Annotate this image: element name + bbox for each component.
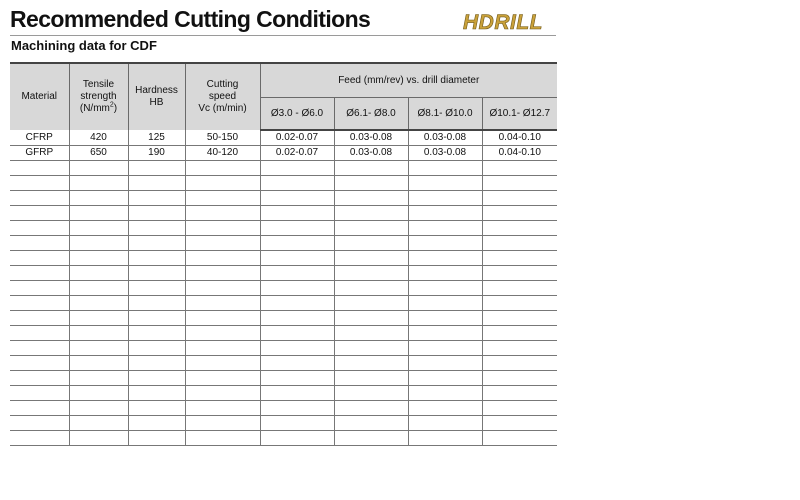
table-row: [10, 146, 557, 161]
header-tensile-strength: Tensile strength $(N/mm^2)$: [69, 63, 128, 130]
material-cell: GFRP: [10, 146, 69, 161]
empty-cell: [482, 206, 557, 221]
empty-cell: [128, 356, 185, 371]
feed-cell: 0.03-0.08: [334, 146, 408, 161]
empty-cell: [185, 281, 260, 296]
empty-cell: [260, 296, 334, 311]
empty-cell: [10, 341, 69, 356]
empty-cell: [408, 341, 482, 356]
empty-cell: [69, 386, 128, 401]
empty-cell: [334, 221, 408, 236]
empty-cell: [128, 416, 185, 431]
empty-table-row: [10, 236, 557, 251]
empty-cell: [185, 236, 260, 251]
empty-cell: [185, 326, 260, 341]
empty-cell: [10, 416, 69, 431]
hdrill-logo: [462, 9, 558, 33]
empty-cell: [334, 236, 408, 251]
empty-cell: [128, 281, 185, 296]
empty-cell: [408, 191, 482, 206]
empty-cell: [334, 341, 408, 356]
empty-cell: [482, 431, 557, 446]
empty-cell: [408, 326, 482, 341]
empty-cell: [185, 401, 260, 416]
feed-cell: 0.04-0.10: [482, 146, 557, 161]
empty-cell: [128, 266, 185, 281]
empty-cell: [185, 416, 260, 431]
empty-cell: [185, 431, 260, 446]
empty-cell: [128, 296, 185, 311]
tensile-cell: 650: [69, 146, 128, 161]
material-cell: CFRP: [10, 130, 69, 146]
empty-cell: [334, 416, 408, 431]
header-feed-diameter: Ø8.1- Ø10.0: [408, 98, 482, 131]
empty-cell: [69, 266, 128, 281]
empty-cell: [69, 371, 128, 386]
empty-cell: [260, 371, 334, 386]
header-feed-diameter: Ø6.1- Ø8.0: [334, 98, 408, 131]
empty-cell: [334, 311, 408, 326]
empty-cell: [408, 296, 482, 311]
empty-table-row: [10, 176, 557, 191]
hdrill-logo-text: HDRILL: [463, 11, 543, 33]
section-subtitle: Machining data for CDF: [11, 38, 157, 53]
empty-cell: [69, 236, 128, 251]
empty-cell: [408, 356, 482, 371]
empty-cell: [334, 356, 408, 371]
empty-cell: [260, 341, 334, 356]
empty-cell: [185, 191, 260, 206]
empty-cell: [408, 311, 482, 326]
empty-cell: [128, 401, 185, 416]
empty-cell: [260, 221, 334, 236]
empty-cell: [260, 281, 334, 296]
empty-table-row: [10, 206, 557, 221]
empty-table-row: [10, 386, 557, 401]
empty-cell: [69, 341, 128, 356]
empty-cell: [128, 341, 185, 356]
empty-table-row: [10, 161, 557, 176]
empty-cell: [482, 311, 557, 326]
empty-table-row: [10, 326, 557, 341]
empty-cell: [128, 326, 185, 341]
empty-cell: [408, 221, 482, 236]
empty-cell: [185, 296, 260, 311]
empty-cell: [334, 386, 408, 401]
empty-cell: [69, 191, 128, 206]
empty-cell: [69, 251, 128, 266]
empty-cell: [10, 311, 69, 326]
hardness-cell: 190: [128, 146, 185, 161]
empty-table-row: [10, 311, 557, 326]
header-feed-diameter: Ø3.0 - Ø6.0: [260, 98, 334, 131]
empty-cell: [185, 371, 260, 386]
empty-cell: [69, 311, 128, 326]
empty-cell: [260, 251, 334, 266]
empty-cell: [128, 311, 185, 326]
empty-cell: [128, 251, 185, 266]
empty-cell: [10, 251, 69, 266]
empty-cell: [260, 191, 334, 206]
empty-table-row: [10, 356, 557, 371]
empty-cell: [482, 221, 557, 236]
empty-cell: [69, 431, 128, 446]
empty-cell: [482, 401, 557, 416]
feed-cell: 0.03-0.08: [408, 146, 482, 161]
empty-cell: [185, 311, 260, 326]
empty-cell: [334, 281, 408, 296]
header-material: Material: [10, 63, 69, 130]
empty-cell: [482, 356, 557, 371]
empty-cell: [128, 191, 185, 206]
empty-cell: [260, 266, 334, 281]
empty-cell: [10, 206, 69, 221]
empty-cell: [260, 176, 334, 191]
header-cutting-speed: Cutting speed Vc (m/min): [185, 63, 260, 130]
empty-cell: [482, 161, 557, 176]
empty-cell: [482, 236, 557, 251]
empty-cell: [334, 266, 408, 281]
empty-cell: [10, 371, 69, 386]
empty-cell: [185, 341, 260, 356]
empty-cell: [334, 206, 408, 221]
empty-cell: [334, 161, 408, 176]
table-row: [10, 130, 557, 146]
empty-cell: [185, 266, 260, 281]
title-divider: [10, 35, 556, 36]
empty-table-row: [10, 401, 557, 416]
feed-cell: 0.03-0.08: [408, 130, 482, 146]
empty-cell: [10, 221, 69, 236]
empty-cell: [69, 326, 128, 341]
empty-cell: [260, 401, 334, 416]
empty-cell: [408, 251, 482, 266]
empty-cell: [128, 221, 185, 236]
empty-cell: [10, 386, 69, 401]
empty-cell: [10, 401, 69, 416]
empty-cell: [69, 416, 128, 431]
empty-cell: [128, 206, 185, 221]
empty-cell: [128, 161, 185, 176]
empty-cell: [408, 206, 482, 221]
empty-cell: [260, 386, 334, 401]
tensile-cell: 420: [69, 130, 128, 146]
empty-cell: [260, 431, 334, 446]
empty-cell: [69, 281, 128, 296]
empty-cell: [69, 356, 128, 371]
empty-cell: [408, 161, 482, 176]
empty-cell: [482, 416, 557, 431]
empty-cell: [69, 161, 128, 176]
page-title: Recommended Cutting Conditions: [10, 6, 371, 32]
empty-cell: [128, 176, 185, 191]
empty-cell: [69, 221, 128, 236]
feed-cell: 0.03-0.08: [334, 130, 408, 146]
empty-cell: [334, 251, 408, 266]
empty-table-row: [10, 296, 557, 311]
empty-cell: [482, 341, 557, 356]
empty-cell: [69, 176, 128, 191]
speed-cell: 50-150: [185, 130, 260, 146]
empty-cell: [260, 416, 334, 431]
empty-cell: [10, 236, 69, 251]
empty-cell: [10, 296, 69, 311]
empty-cell: [408, 386, 482, 401]
cutting-conditions-table: [10, 62, 557, 446]
empty-cell: [185, 251, 260, 266]
empty-cell: [334, 431, 408, 446]
empty-table-row: [10, 191, 557, 206]
empty-cell: [334, 326, 408, 341]
empty-cell: [185, 221, 260, 236]
empty-cell: [128, 236, 185, 251]
empty-cell: [69, 206, 128, 221]
empty-table-row: [10, 371, 557, 386]
empty-cell: [334, 176, 408, 191]
empty-cell: [10, 356, 69, 371]
empty-cell: [482, 326, 557, 341]
empty-cell: [334, 191, 408, 206]
empty-cell: [408, 371, 482, 386]
empty-cell: [128, 386, 185, 401]
empty-cell: [185, 206, 260, 221]
empty-cell: [482, 281, 557, 296]
empty-cell: [185, 386, 260, 401]
feed-cell: 0.02-0.07: [260, 130, 334, 146]
empty-cell: [334, 371, 408, 386]
empty-cell: [260, 356, 334, 371]
feed-cell: 0.04-0.10: [482, 130, 557, 146]
empty-cell: [69, 401, 128, 416]
empty-cell: [260, 311, 334, 326]
empty-cell: [10, 326, 69, 341]
empty-cell: [408, 431, 482, 446]
empty-cell: [482, 251, 557, 266]
empty-table-row: [10, 281, 557, 296]
empty-cell: [482, 296, 557, 311]
empty-cell: [260, 206, 334, 221]
empty-cell: [408, 176, 482, 191]
empty-table-row: [10, 266, 557, 281]
empty-cell: [408, 236, 482, 251]
empty-cell: [482, 266, 557, 281]
empty-cell: [260, 326, 334, 341]
empty-cell: [10, 176, 69, 191]
empty-cell: [185, 176, 260, 191]
empty-table-row: [10, 416, 557, 431]
empty-cell: [10, 266, 69, 281]
empty-cell: [334, 401, 408, 416]
empty-cell: [408, 281, 482, 296]
empty-cell: [482, 386, 557, 401]
header-feed-diameter: Ø10.1- Ø12.7: [482, 98, 557, 131]
empty-cell: [10, 281, 69, 296]
empty-cell: [482, 371, 557, 386]
hardness-cell: 125: [128, 130, 185, 146]
empty-cell: [128, 431, 185, 446]
empty-cell: [408, 401, 482, 416]
empty-table-row: [10, 221, 557, 236]
empty-cell: [260, 161, 334, 176]
header-feed-group: Feed (mm/rev) vs. drill diameter: [260, 63, 557, 98]
empty-cell: [10, 431, 69, 446]
empty-cell: [69, 296, 128, 311]
empty-cell: [10, 161, 69, 176]
empty-table-row: [10, 251, 557, 266]
empty-table-row: [10, 341, 557, 356]
empty-cell: [408, 266, 482, 281]
empty-cell: [10, 191, 69, 206]
empty-cell: [185, 356, 260, 371]
empty-cell: [482, 176, 557, 191]
empty-cell: [334, 296, 408, 311]
table-body: [10, 130, 557, 446]
header-hardness: Hardness HB: [128, 63, 185, 130]
empty-cell: [260, 236, 334, 251]
empty-cell: [128, 371, 185, 386]
speed-cell: 40-120: [185, 146, 260, 161]
empty-table-row: [10, 431, 557, 446]
empty-cell: [482, 191, 557, 206]
feed-cell: 0.02-0.07: [260, 146, 334, 161]
empty-cell: [408, 416, 482, 431]
empty-cell: [185, 161, 260, 176]
